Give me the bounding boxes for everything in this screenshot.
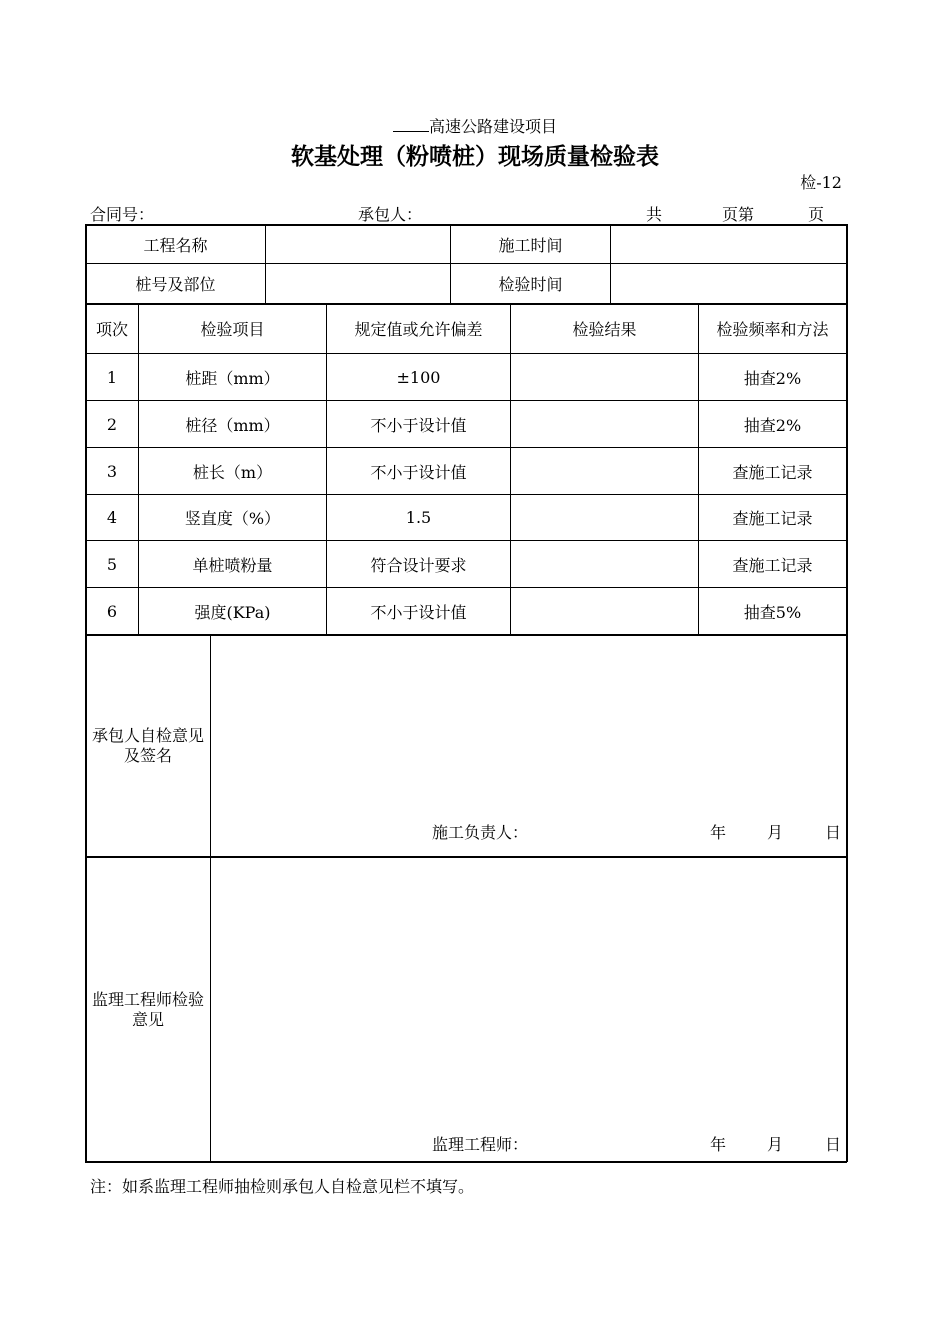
contractor-opinion-input[interactable] bbox=[211, 636, 846, 816]
supervisor-signer-label: 监理工程师： bbox=[432, 1135, 529, 1154]
row-no: 2 bbox=[106, 414, 118, 434]
contractor-month-label: 月 bbox=[767, 823, 784, 842]
row-method: 抽查2% bbox=[743, 368, 802, 388]
row-item: 单桩喷粉量 bbox=[192, 555, 273, 575]
contractor-signer-label: 施工负责人： bbox=[432, 823, 529, 842]
contractor-year-label: 年 bbox=[710, 823, 727, 842]
header-result: 检验结果 bbox=[572, 320, 637, 339]
row-no: 4 bbox=[106, 508, 118, 527]
row-item: 桩径（mm） bbox=[185, 415, 280, 435]
project-name-blank bbox=[393, 117, 429, 132]
contract-no-label: 合同号： bbox=[90, 205, 155, 224]
row-result-input[interactable] bbox=[511, 588, 698, 634]
inspection-time-label: 检验时间 bbox=[498, 275, 563, 294]
supervisor-month-label: 月 bbox=[767, 1135, 784, 1154]
row-spec: 符合设计要求 bbox=[370, 555, 467, 575]
subtitle-text: 高速公路建设项目 bbox=[428, 117, 557, 136]
page-end-label: 页 bbox=[808, 205, 825, 224]
header-no: 项次 bbox=[95, 320, 128, 339]
inspection-time-input[interactable] bbox=[611, 264, 846, 303]
row-spec: 1.5 bbox=[405, 508, 432, 527]
row-method: 抽查2% bbox=[743, 415, 802, 435]
row-method: 查施工记录 bbox=[732, 462, 813, 482]
row-spec: 不小于设计值 bbox=[370, 602, 467, 622]
row-method: 查施工记录 bbox=[732, 509, 813, 528]
contractor-opinion-label: 承包人自检意见及签名 bbox=[91, 726, 204, 765]
row-method: 抽查5% bbox=[743, 602, 802, 622]
supervisor-year-label: 年 bbox=[710, 1135, 727, 1154]
form-number: 检-12 bbox=[800, 173, 842, 192]
row-result-input[interactable] bbox=[511, 354, 698, 400]
station-input[interactable] bbox=[266, 264, 450, 303]
footnote: 注：如系监理工程师抽检则承包人自检意见栏不填写。 bbox=[90, 1177, 475, 1196]
contractor-day-label: 日 bbox=[825, 823, 842, 842]
row-spec: 不小于设计值 bbox=[370, 462, 467, 482]
row-result-input[interactable] bbox=[511, 401, 698, 447]
row-spec: 不小于设计值 bbox=[370, 415, 467, 435]
header-method: 检验频率和方法 bbox=[716, 320, 829, 339]
supervisor-day-label: 日 bbox=[825, 1135, 842, 1154]
row-no: 3 bbox=[106, 461, 118, 481]
row-no: 5 bbox=[106, 554, 118, 574]
page-total-label: 共 bbox=[646, 205, 663, 224]
construction-time-label: 施工时间 bbox=[498, 235, 563, 255]
row-item: 强度(KPa) bbox=[194, 602, 271, 622]
project-name-input[interactable] bbox=[266, 225, 450, 263]
row-method: 查施工记录 bbox=[732, 555, 813, 575]
supervisor-opinion-label: 监理工程师检验意见 bbox=[91, 989, 204, 1029]
page-mid-label: 页第 bbox=[722, 205, 755, 224]
station-label: 桩号及部位 bbox=[135, 275, 216, 294]
row-item: 桩距（mm） bbox=[185, 368, 280, 388]
construction-time-input[interactable] bbox=[611, 225, 846, 263]
contractor-label: 承包人： bbox=[358, 205, 423, 224]
row-result-input[interactable] bbox=[511, 448, 698, 494]
row-spec: ±100 bbox=[396, 367, 441, 387]
row-item: 桩长（m） bbox=[192, 462, 273, 482]
row-result-input[interactable] bbox=[511, 495, 698, 540]
row-result-input[interactable] bbox=[511, 541, 698, 587]
project-name-label: 工程名称 bbox=[143, 235, 208, 255]
row-item: 竖直度（%） bbox=[184, 509, 281, 528]
row-no: 6 bbox=[106, 601, 118, 621]
supervisor-opinion-input[interactable] bbox=[211, 858, 846, 1118]
header-item: 检验项目 bbox=[200, 320, 265, 339]
page-title: 软基处理（粉喷桩）现场质量检验表 bbox=[291, 144, 659, 170]
header-spec: 规定值或允许偏差 bbox=[354, 320, 483, 339]
row-no: 1 bbox=[106, 367, 118, 387]
project-subtitle bbox=[0, 114, 950, 137]
